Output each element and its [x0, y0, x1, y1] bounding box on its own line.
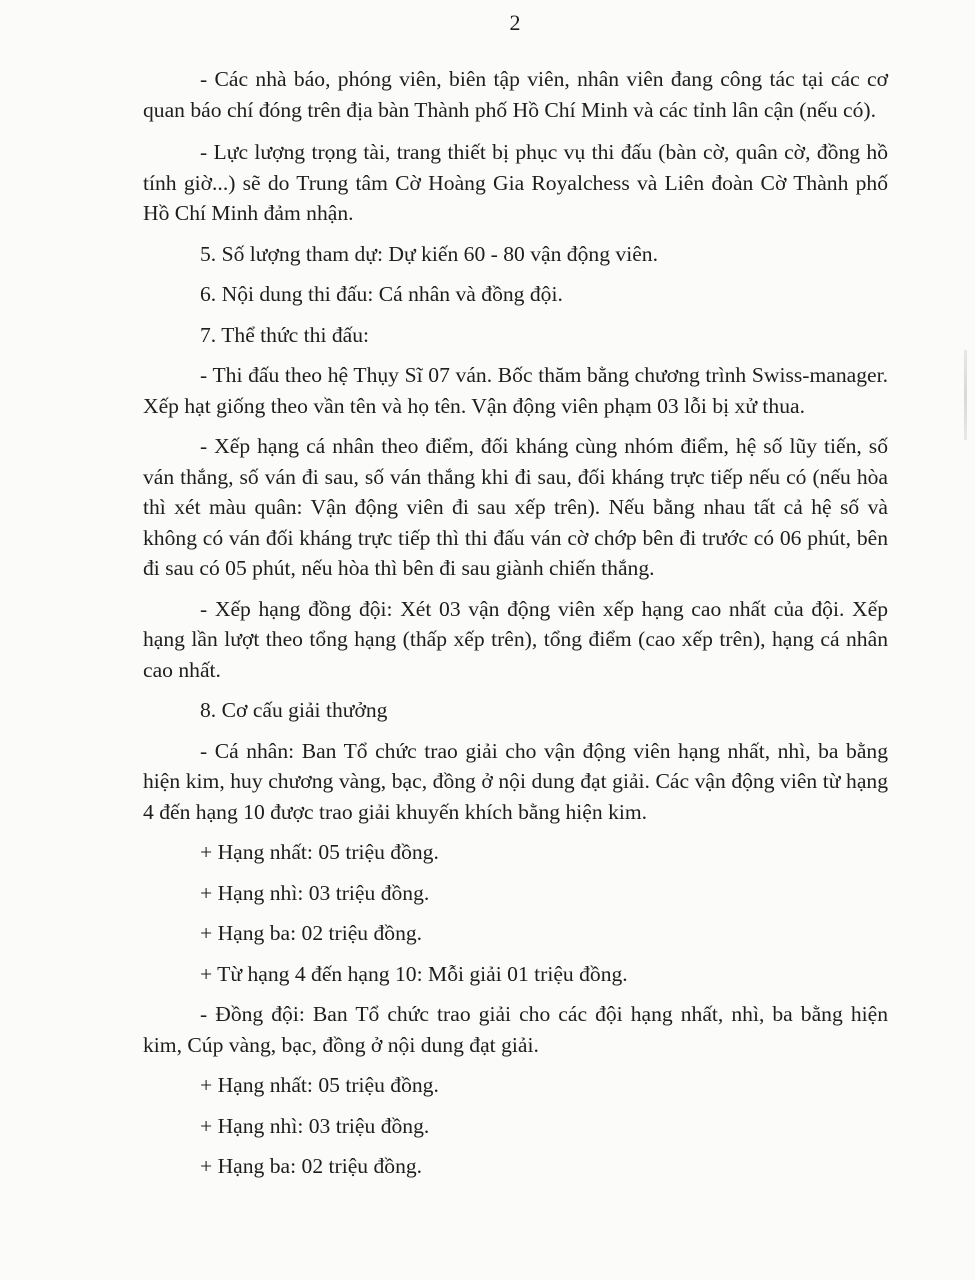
paragraph-swiss-system: - Thi đấu theo hệ Thụy Sĩ 07 ván. Bốc thăm bằng chương trình Swiss-manager. Xếp hạt giống theo vần tên và họ tên. Vận động viên phạm 03 lỗi bị xử thua. — [143, 363, 888, 418]
document-body — [143, 64, 888, 1182]
list-item-individual-third: + Hạng ba: 02 triệu đồng. — [200, 921, 423, 945]
paragraph-participant-count: 5. Số lượng tham dự: Dự kiến 60 - 80 vận động viên. — [200, 241, 658, 266]
paragraph-referees-equipment: - Lực lượng trọng tài, trang thiết bị phục vụ thi đấu (bàn cờ, quân cờ, đồng hồ tính giờ...) sẽ do Trung tâm Cờ Hoàng Gia Royalchess và Liên đoàn Cờ Thành phố Hồ Chí Minh đảm nhận. — [143, 140, 888, 225]
paragraph-team-prizes: - Đồng đội: Ban Tổ chức trao giải cho các đội hạng nhất, nhì, ba bằng hiện kim, Cúp vàng, bạc, đồng ở nội dung đạt giải. — [143, 1002, 888, 1057]
paragraph-team-ranking: - Xếp hạng đồng đội: Xét 03 vận động viên xếp hạng cao nhất của đội. Xếp hạng lần lượt theo tổng hạng (thấp xếp trên), tổng điểm (cao xếp trên), hạng cá nhân cao nhất. — [143, 596, 888, 682]
paragraph-prize-heading: 8. Cơ cấu giải thưởng — [200, 698, 388, 722]
paragraph-competition-content: 6. Nội dung thi đấu: Cá nhân và đồng đội. — [200, 282, 563, 306]
list-item-team-second: + Hạng nhì: 03 triệu đồng. — [200, 1113, 430, 1138]
list-item-individual-second: + Hạng nhì: 03 triệu đồng. — [200, 880, 430, 905]
paragraph-format-heading: 7. Thể thức thi đấu: — [200, 322, 370, 347]
paragraph-individual-prizes: - Cá nhân: Ban Tổ chức trao giải cho vận động viên hạng nhất, nhì, ba bằng hiện kim, huy chương vàng, bạc, đồng ở nội dung đạt giải. Các vận động viên từ hạng 4 đến hạng 10 được trao giải khuyến khích bằng hiện kim. — [143, 738, 888, 824]
paragraph-individual-ranking: - Xếp hạng cá nhân theo điểm, đối kháng cùng nhóm điểm, hệ số lũy tiến, số ván thắng, số ván đi sau, số ván thắng khi đi sau, đối kháng trực tiếp nếu có (nếu hòa thì xét màu quân: Vận động viên đi sau xếp trên). Nếu bằng nhau tất cả hệ số và không có ván đối kháng trực tiếp thì thi đấu ván cờ chớp bên đi trước có 06 phút, bên đi sau có 05 phút, nếu hòa thì bên đi sau giành chiến thắng. — [143, 434, 888, 580]
list-item-team-first: + Hạng nhất: 05 triệu đồng. — [200, 1073, 439, 1097]
paragraph-journalists: - Các nhà báo, phóng viên, biên tập viên, nhân viên đang công tác tại các cơ quan báo chí đóng trên địa bàn Thành phố Hồ Chí Minh và các tỉnh lân cận (nếu có). — [143, 67, 888, 122]
scan-edge-shadow — [964, 350, 967, 440]
list-item-team-third: + Hạng ba: 02 triệu đồng. — [200, 1154, 423, 1178]
page-number: 2 — [509, 10, 521, 35]
list-item-individual-4-to-10: + Từ hạng 4 đến hạng 10: Mỗi giải 01 triệu đồng. — [200, 961, 628, 986]
list-item-individual-first: + Hạng nhất: 05 triệu đồng. — [200, 840, 439, 864]
